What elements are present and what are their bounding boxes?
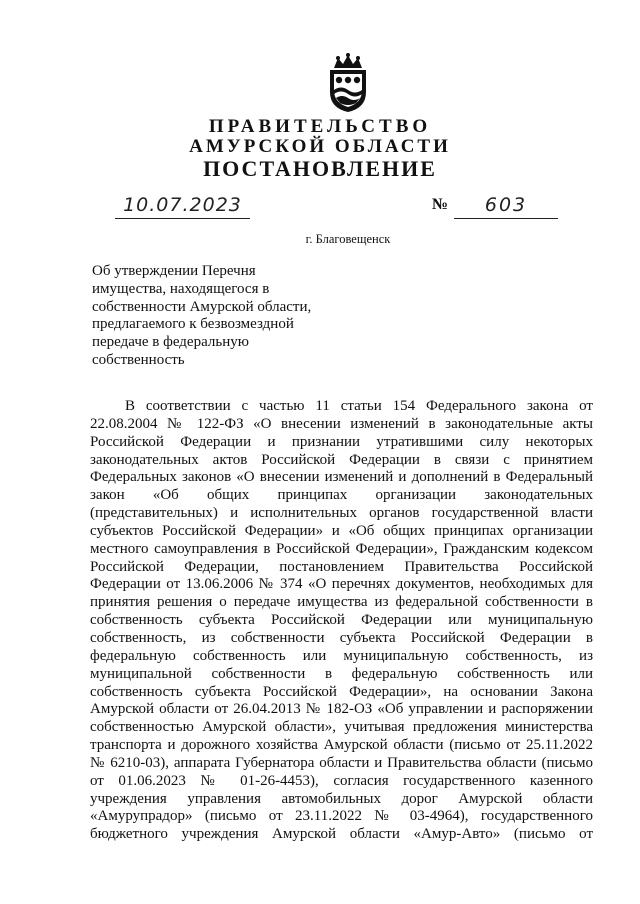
subject-line: передаче в федеральную — [92, 334, 249, 351]
document-subject — [92, 263, 342, 370]
body-line: «Амурупрадор» (письмо от 23.11.2022 № 03-4964), государственного — [90, 808, 593, 825]
subject-line: имущества, находящегося в — [92, 280, 270, 297]
body-line: учреждения управления автомобильных дорог Амурской области — [90, 790, 593, 807]
body-line: 22.08.2004 № 122-ФЗ «О внесении изменений в законодательные акты — [90, 415, 593, 432]
subject-line: предлагаемого к безвозмездной — [92, 316, 294, 333]
city: г. Благовещенск — [305, 232, 391, 246]
body-line: местного самоуправления в Российской Федерации», Гражданским кодексом — [90, 540, 593, 557]
body-line: от 01.06.2023 № 01-26-4453), согласия государственного казенного — [90, 772, 593, 789]
document-date: 10.07.2023 — [115, 192, 250, 219]
body-line: закон «Об общих принципах организации законодательных — [90, 487, 593, 504]
body-line: законодательных актов Российской Федерации в связи с принятием — [90, 451, 593, 468]
body-line: субъектов Российской Федерации» и «Об общих принципах организации — [90, 522, 593, 539]
body-line: Федерации от 13.06.2006 № 374 «О перечнях документов, необходимых для — [90, 576, 593, 593]
subject-line: собственность — [92, 351, 185, 368]
body-line: В соответствии с частью 11 статьи 154 Федерального закона от — [125, 398, 593, 414]
body-line: собственностью Амурской области», учитывая предложения министерства — [90, 719, 593, 736]
body-line: № 6210-03), аппарата Губернатора области и Правительства области (письмо — [90, 754, 593, 771]
body-line: Российской Федерации, постановлением Правительства Российской — [90, 558, 593, 575]
body-line: принятия решения о передаче имущества из федеральной собственности в — [90, 594, 593, 611]
document-number: 603 — [454, 192, 558, 219]
body-line: федеральную собственность или муниципальную собственность, из — [90, 647, 593, 664]
number-label: № — [432, 196, 449, 213]
subject-line: собственности Амурской области, — [92, 298, 312, 315]
body-line: собственность субъекта Российской Федерации», на основании Закона — [90, 683, 593, 700]
coat-of-arms-icon — [326, 52, 370, 114]
document-type: ПОСТАНОВЛЕНИЕ — [203, 156, 437, 181]
body-line: транспорта и дорожного хозяйства Амурской области (письмо от 25.11.2022 — [90, 737, 593, 754]
body-line: (представительных) и исполнительных органов государственной власти — [90, 505, 593, 522]
body-line: муниципальной собственности в федеральную собственность или — [90, 665, 593, 682]
document-body — [90, 398, 593, 844]
body-line: бюджетного учреждения Амурской области «Амур-Авто» (письмо от — [90, 826, 593, 843]
body-line: собственность субъекта Российской Федерации или муниципальную — [90, 612, 593, 629]
org-name-line2: АМУРСКОЙ ОБЛАСТИ — [189, 136, 451, 157]
subject-line: Об утверждении Перечня — [92, 263, 256, 279]
body-line: Российской Федерации и признании утратившими силу некоторых — [90, 433, 593, 450]
body-line: Федеральных законов «О внесении изменений и дополнений в Федеральный — [90, 469, 593, 486]
body-line: Амурской области от 26.04.2013 № 182-ОЗ «Об управлении и распоряжении — [90, 701, 593, 718]
body-line: собственность, из собственности субъекта Российской Федерации в — [90, 629, 593, 646]
org-name-line1: ПРАВИТЕЛЬСТВО — [208, 116, 432, 137]
